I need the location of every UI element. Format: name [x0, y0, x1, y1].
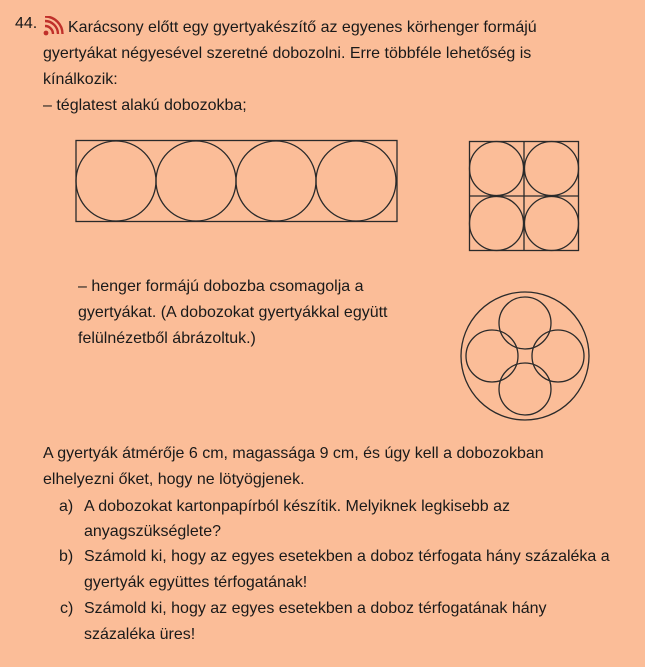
question-c-line-1: Számold ki, hogy az egyes esetekben a doboz térfogatának hány	[84, 600, 547, 617]
question-a-line-2: anyagszükséglete?	[84, 523, 221, 540]
cylinder-box-outline	[461, 292, 589, 420]
intro-line-4: – téglatest alakú dobozokba;	[43, 97, 247, 114]
candle-circle	[76, 141, 156, 221]
candle-circle	[470, 142, 524, 196]
question-b-line-2: gyertyák együttes térfogatának!	[84, 574, 308, 591]
row-box-figure	[74, 139, 400, 223]
cylinder-line-3: felülnézetből ábrázoltuk.)	[78, 330, 256, 347]
candle-circle	[525, 197, 579, 251]
data-line-1: A gyertyák átmérője 6 cm, magassága 9 cm, és úgy kell a dobozokban	[43, 445, 544, 462]
question-c-line-2: százaléka üres!	[84, 626, 196, 643]
candle-circle	[499, 297, 551, 349]
difficulty-signal-icon	[43, 16, 65, 36]
question-a-line-1: A dobozokat kartonpapírból készítik. Melyiknek legkisebb az	[84, 498, 511, 515]
intro-line-1: Karácsony előtt egy gyertyakészítő az egyenes körhenger formájú	[68, 19, 537, 36]
candle-circle	[525, 142, 579, 196]
candle-circle	[316, 141, 396, 221]
intro-line-2: gyertyákat négyesével szeretné dobozolni. Erre többféle lehetőség is	[43, 45, 532, 62]
cylinder-box-figure	[459, 290, 591, 422]
question-c-marker: c)	[60, 600, 74, 617]
candle-circle	[532, 330, 584, 382]
candle-circle	[236, 141, 316, 221]
candle-circle	[156, 141, 236, 221]
intro-line-3: kínálkozik:	[43, 71, 118, 88]
cylinder-line-1: – henger formájú dobozba csomagolja a	[78, 278, 364, 295]
candle-circle	[499, 363, 551, 415]
square-box-figure	[468, 140, 581, 253]
question-b-marker: b)	[59, 548, 74, 565]
problem-number: 44.	[15, 15, 38, 32]
candle-circle	[470, 197, 524, 251]
question-a-marker: a)	[59, 498, 74, 515]
question-b-line-1: Számold ki, hogy az egyes esetekben a doboz térfogata hány százaléka a	[84, 548, 610, 565]
data-line-2: elhelyezni őket, hogy ne lötyögjenek.	[43, 471, 305, 488]
candle-circle	[466, 330, 518, 382]
cylinder-line-2: gyertyákat. (A dobozokat gyertyákkal együtt	[78, 304, 388, 321]
